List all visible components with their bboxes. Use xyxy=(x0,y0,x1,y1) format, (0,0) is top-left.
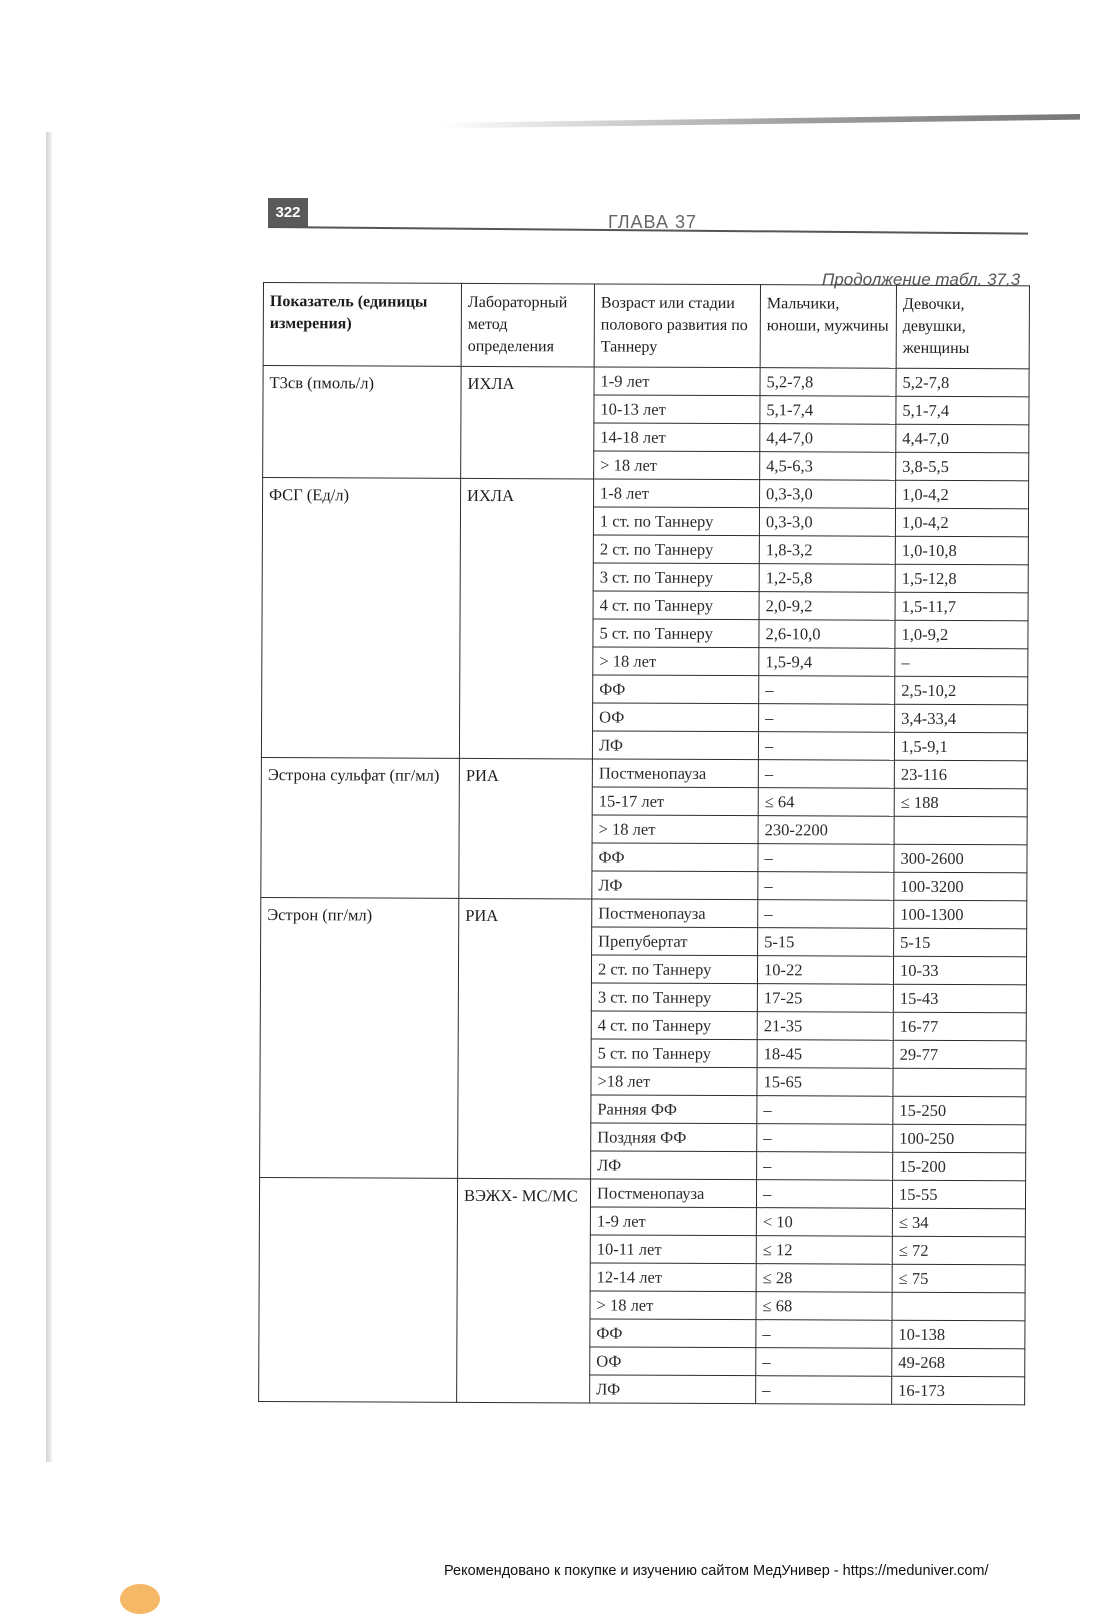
female-range-cell: ≤ 75 xyxy=(892,1264,1025,1293)
female-range-cell: 16-77 xyxy=(893,1012,1026,1041)
column-header: Лабораторный метод определения xyxy=(461,283,594,367)
male-range-cell: – xyxy=(758,872,894,901)
method-cell: ИХЛА xyxy=(459,478,593,759)
male-range-cell: – xyxy=(758,900,894,929)
age-stage-cell: ОФ xyxy=(593,703,759,732)
indicator-cell: T3св (пмоль/л) xyxy=(263,366,461,479)
female-range-cell: 1,5-12,8 xyxy=(895,564,1028,593)
column-header: Показатель (единицы измерения) xyxy=(263,283,461,367)
male-range-cell: ≤ 68 xyxy=(756,1292,892,1321)
female-range-cell: 10-33 xyxy=(893,956,1026,985)
male-range-cell: – xyxy=(758,732,894,761)
age-stage-cell: 5 ст. по Таннеру xyxy=(591,1039,757,1068)
male-range-cell: – xyxy=(756,1320,892,1349)
age-stage-cell: 2 ст. по Таннеру xyxy=(591,955,757,984)
female-range-cell: 300-2600 xyxy=(894,844,1027,873)
male-range-cell: 18-45 xyxy=(757,1040,893,1069)
method-cell: ИХЛА xyxy=(461,366,594,479)
male-range-cell: 1,2-5,8 xyxy=(759,564,895,593)
corner-mark xyxy=(120,1584,160,1614)
column-header: Возраст или стадии полового развития по Таннеру xyxy=(594,284,760,368)
age-stage-cell: ФФ xyxy=(592,843,758,872)
age-stage-cell: Постменопауза xyxy=(592,899,758,928)
age-stage-cell: Поздняя ФФ xyxy=(591,1123,757,1152)
male-range-cell: 15-65 xyxy=(757,1068,893,1097)
age-stage-cell: 12-14 лет xyxy=(590,1263,756,1292)
age-stage-cell: ФФ xyxy=(593,675,759,704)
hormone-reference-table xyxy=(258,282,1030,1405)
age-stage-cell: > 18 лет xyxy=(594,451,760,480)
female-range-cell xyxy=(892,1292,1025,1321)
male-range-cell: 2,0-9,2 xyxy=(759,592,895,621)
female-range-cell: 15-200 xyxy=(893,1152,1026,1181)
female-range-cell: 29-77 xyxy=(893,1040,1026,1069)
female-range-cell: 1,0-10,8 xyxy=(895,536,1028,565)
table-continuation-note: Продолжение табл. 37.3 xyxy=(822,270,1021,289)
age-stage-cell: 1-9 лет xyxy=(594,367,760,396)
male-range-cell: 4,5-6,3 xyxy=(760,452,896,481)
female-range-cell: 1,0-4,2 xyxy=(896,480,1029,509)
age-stage-cell: Ранняя ФФ xyxy=(591,1095,757,1124)
age-stage-cell: 1-8 лет xyxy=(594,479,760,508)
table-header-row xyxy=(263,283,1029,369)
male-range-cell: 17-25 xyxy=(757,984,893,1013)
female-range-cell: 2,5-10,2 xyxy=(895,676,1028,705)
female-range-cell: 1,5-9,1 xyxy=(894,732,1027,761)
column-header: Мальчики, юноши, мужчины xyxy=(760,285,896,369)
footer-watermark: Рекомендовано к покупке и изучению сайтом МедУнивер - https://meduniver.com/ xyxy=(444,1563,989,1579)
table-row xyxy=(263,366,1029,397)
female-range-cell: 15-250 xyxy=(893,1096,1026,1125)
age-stage-cell: Препубертат xyxy=(592,927,758,956)
male-range-cell: < 10 xyxy=(756,1208,892,1237)
female-range-cell: 5,2-7,8 xyxy=(896,368,1029,397)
male-range-cell: 1,5-9,4 xyxy=(759,648,895,677)
male-range-cell: 1,8-3,2 xyxy=(759,536,895,565)
male-range-cell: 4,4-7,0 xyxy=(760,424,896,453)
female-range-cell: 15-55 xyxy=(892,1180,1025,1209)
female-range-cell: 100-250 xyxy=(893,1124,1026,1153)
male-range-cell: – xyxy=(756,1348,892,1377)
age-stage-cell: 15-17 лет xyxy=(592,787,758,816)
female-range-cell: ≤ 188 xyxy=(894,788,1027,817)
male-range-cell: ≤ 12 xyxy=(756,1236,892,1265)
indicator-cell: ФСГ (Ед/л) xyxy=(261,478,460,759)
reference-table xyxy=(258,282,1029,1405)
male-range-cell: – xyxy=(759,704,895,733)
female-range-cell: 3,8-5,5 xyxy=(896,452,1029,481)
male-range-cell: – xyxy=(757,1124,893,1153)
column-header: Девочки, девушки, женщины xyxy=(896,285,1029,369)
method-cell: ВЭЖХ- МС/МС xyxy=(457,1178,591,1403)
age-stage-cell: > 18 лет xyxy=(592,815,758,844)
male-range-cell: – xyxy=(756,1180,892,1209)
female-range-cell: ≤ 72 xyxy=(892,1236,1025,1265)
female-range-cell: 1,0-4,2 xyxy=(895,508,1028,537)
age-stage-cell: 1 ст. по Таннеру xyxy=(593,507,759,536)
age-stage-cell: Постменопауза xyxy=(590,1179,756,1208)
male-range-cell: 10-22 xyxy=(757,956,893,985)
male-range-cell: ≤ 28 xyxy=(756,1264,892,1293)
table-row xyxy=(261,757,1027,788)
female-range-cell: 5-15 xyxy=(894,928,1027,957)
age-stage-cell: ОФ xyxy=(590,1347,756,1376)
female-range-cell: – xyxy=(895,648,1028,677)
female-range-cell: 1,5-11,7 xyxy=(895,592,1028,621)
male-range-cell: 0,3-3,0 xyxy=(759,508,895,537)
age-stage-cell: ЛФ xyxy=(591,1151,757,1180)
male-range-cell: ≤ 64 xyxy=(758,788,894,817)
chapter-title: ГЛАВА 37 xyxy=(608,212,697,232)
age-stage-cell: 4 ст. по Таннеру xyxy=(591,1011,757,1040)
female-range-cell: 1,0-9,2 xyxy=(895,620,1028,649)
age-stage-cell: 14-18 лет xyxy=(594,423,760,452)
male-range-cell: – xyxy=(757,1152,893,1181)
female-range-cell: 23-116 xyxy=(894,760,1027,789)
male-range-cell: 5-15 xyxy=(758,928,894,957)
female-range-cell xyxy=(894,816,1027,845)
female-range-cell: 3,4-33,4 xyxy=(895,704,1028,733)
method-cell: РИА xyxy=(459,758,593,899)
male-range-cell: 230-2200 xyxy=(758,816,894,845)
age-stage-cell: ЛФ xyxy=(590,1375,756,1404)
male-range-cell: – xyxy=(757,1096,893,1125)
age-stage-cell: 5 ст. по Таннеру xyxy=(593,619,759,648)
female-range-cell xyxy=(893,1068,1026,1097)
indicator-cell: Эстрона сульфат (пг/мл) xyxy=(261,757,460,898)
male-range-cell: 5,1-7,4 xyxy=(760,396,896,425)
male-range-cell: – xyxy=(758,844,894,873)
age-stage-cell: 10-13 лет xyxy=(594,395,760,424)
female-range-cell: 100-1300 xyxy=(894,900,1027,929)
page-edge-shadow xyxy=(46,132,52,1462)
female-range-cell: ≤ 34 xyxy=(892,1208,1025,1237)
female-range-cell: 49-268 xyxy=(892,1348,1025,1377)
male-range-cell: 21-35 xyxy=(757,1012,893,1041)
age-stage-cell: 1-9 лет xyxy=(590,1207,756,1236)
female-range-cell: 16-173 xyxy=(892,1376,1025,1405)
male-range-cell: 0,3-3,0 xyxy=(760,480,896,509)
scan-streak xyxy=(440,114,1080,130)
female-range-cell: 5,1-7,4 xyxy=(896,396,1029,425)
age-stage-cell: 4 ст. по Таннеру xyxy=(593,591,759,620)
female-range-cell: 4,4-7,0 xyxy=(896,424,1029,453)
age-stage-cell: ФФ xyxy=(590,1319,756,1348)
age-stage-cell: Постменопауза xyxy=(592,759,758,788)
age-stage-cell: >18 лет xyxy=(591,1067,757,1096)
page-number: 322 xyxy=(268,198,308,227)
male-range-cell: – xyxy=(759,676,895,705)
age-stage-cell: 10-11 лет xyxy=(590,1235,756,1264)
indicator-cell xyxy=(259,1177,458,1402)
male-range-cell: – xyxy=(756,1376,892,1405)
male-range-cell: 5,2-7,8 xyxy=(760,368,896,397)
table-row xyxy=(259,1177,1025,1208)
female-range-cell: 10-138 xyxy=(892,1320,1025,1349)
age-stage-cell: ЛФ xyxy=(592,871,758,900)
table-row xyxy=(261,897,1027,928)
female-range-cell: 15-43 xyxy=(893,984,1026,1013)
age-stage-cell: 3 ст. по Таннеру xyxy=(591,983,757,1012)
method-cell: РИА xyxy=(458,898,592,1179)
male-range-cell: – xyxy=(758,760,894,789)
male-range-cell: 2,6-10,0 xyxy=(759,620,895,649)
age-stage-cell: > 18 лет xyxy=(590,1291,756,1320)
age-stage-cell: 2 ст. по Таннеру xyxy=(593,535,759,564)
table-row xyxy=(263,478,1029,509)
age-stage-cell: ЛФ xyxy=(592,731,758,760)
female-range-cell: 100-3200 xyxy=(894,872,1027,901)
age-stage-cell: 3 ст. по Таннеру xyxy=(593,563,759,592)
age-stage-cell: > 18 лет xyxy=(593,647,759,676)
indicator-cell: Эстрон (пг/мл) xyxy=(260,897,459,1178)
